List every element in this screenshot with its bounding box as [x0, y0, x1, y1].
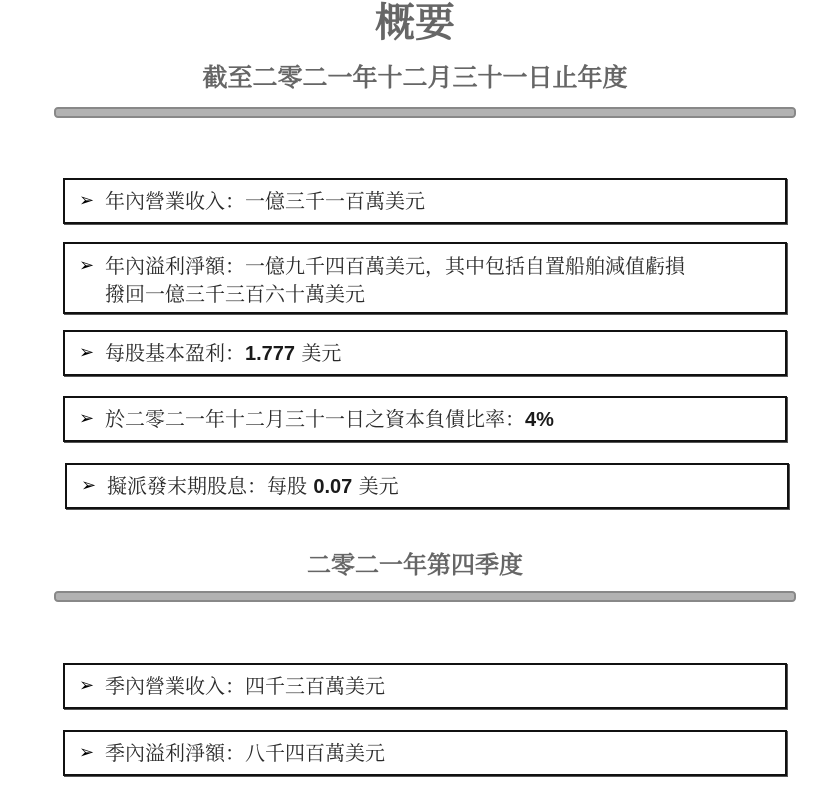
dividend-value: 0.07 — [313, 476, 353, 498]
arrow-bullet-icon: ➢ — [79, 675, 95, 696]
quarter-item-revenue — [63, 663, 787, 709]
item-text: 年內營業收入：一億三千一百萬美元 — [105, 189, 425, 213]
annual-item-revenue — [63, 178, 787, 224]
quarter-divider — [54, 591, 796, 602]
annual-item-dividend — [65, 463, 789, 509]
item-label: 擬派發末期股息：每股 — [107, 474, 314, 498]
gearing-value: 4% — [525, 409, 554, 431]
annual-item-gearing-ratio — [63, 396, 787, 442]
item-text — [105, 252, 785, 308]
item-label: 於二零二一年十二月三十一日之資本負債比率： — [105, 407, 525, 431]
item-text — [105, 339, 785, 368]
eps-value: 1.777 — [245, 343, 296, 365]
item-text-line1: 年內溢利淨額：一億九千四百萬美元，其中包括自置船舶減值虧損 — [105, 254, 685, 278]
item-text: 季內營業收入：四千三百萬美元 — [105, 674, 385, 698]
arrow-bullet-icon: ➢ — [79, 190, 95, 211]
arrow-bullet-icon: ➢ — [81, 475, 97, 496]
item-suffix: 美元 — [352, 474, 399, 498]
item-suffix: 美元 — [295, 341, 342, 365]
arrow-bullet-icon: ➢ — [79, 742, 95, 763]
item-text: 季內溢利淨額：八千四百萬美元 — [105, 741, 385, 765]
annual-divider — [54, 107, 796, 118]
annual-item-eps — [63, 330, 787, 376]
item-text — [105, 405, 785, 434]
annual-subtitle: 截至二零二一年十二月三十一日止年度 — [202, 63, 628, 92]
item-text-line2: 撥回一億三千三百六十萬美元 — [105, 282, 365, 306]
item-text — [107, 472, 787, 501]
annual-item-net-profit — [63, 242, 787, 314]
arrow-bullet-icon: ➢ — [79, 408, 95, 429]
page-title: 概要 — [375, 0, 455, 46]
item-label: 每股基本盈利： — [105, 341, 245, 365]
arrow-bullet-icon: ➢ — [79, 342, 95, 363]
quarter-subtitle: 二零二一年第四季度 — [307, 551, 523, 579]
quarter-item-net-profit — [63, 730, 787, 776]
arrow-bullet-icon: ➢ — [79, 255, 95, 276]
